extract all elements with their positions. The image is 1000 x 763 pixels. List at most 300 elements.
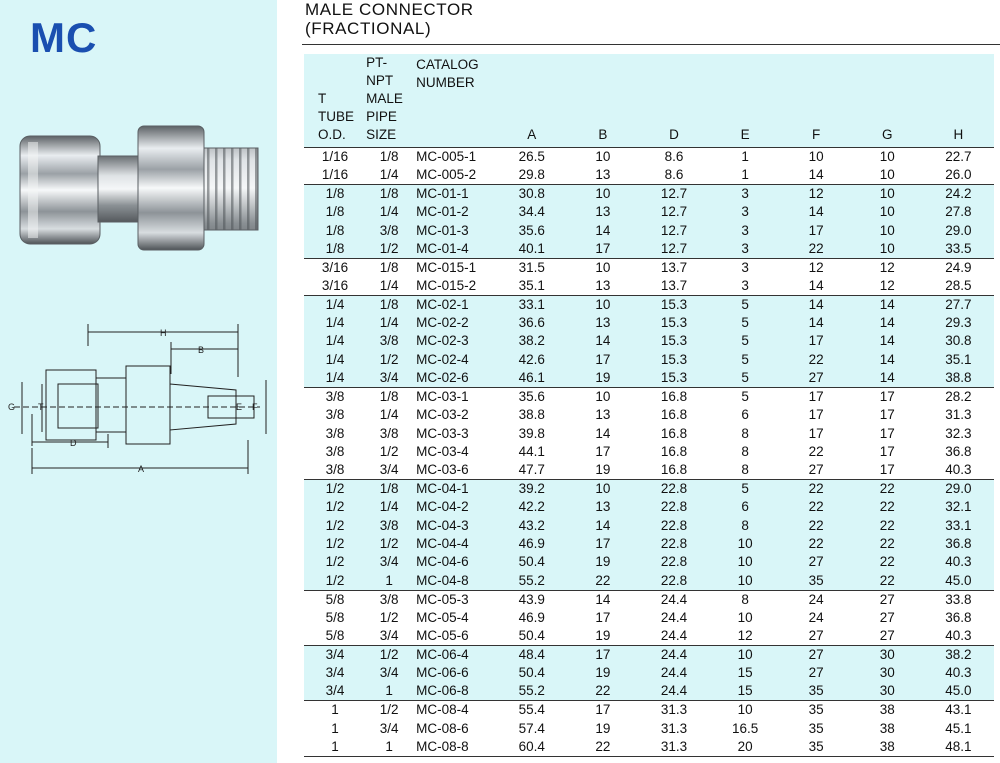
table-row	[304, 424, 994, 442]
cell-a: 30.8	[496, 185, 567, 204]
cell-h: 30.8	[945, 333, 972, 349]
table-row	[304, 719, 994, 737]
table-row	[304, 590, 994, 609]
cell-h: 31.3	[945, 407, 972, 423]
cell-g: 10	[879, 167, 895, 182]
cell-f: 17	[808, 333, 824, 349]
cell-b: 10	[567, 480, 638, 499]
cell-g: 27	[879, 609, 895, 625]
cell-a: 35.6	[496, 387, 567, 406]
dim-label-d: D	[70, 438, 77, 448]
cell-f: 17	[781, 387, 852, 406]
cell-g: 14	[879, 369, 895, 385]
cell-d: 31.3	[660, 720, 688, 736]
cell-a: 50.4	[518, 665, 545, 681]
table-row	[304, 406, 994, 424]
cell-d: 16.8	[660, 462, 688, 478]
cell-g: 12	[879, 277, 895, 293]
cell-f: 14	[808, 204, 824, 220]
table-row	[304, 203, 994, 221]
dim-label-b: B	[198, 345, 205, 355]
cell-h: 22.7	[945, 149, 972, 164]
table-row	[304, 480, 994, 499]
cell-b: 10	[595, 149, 611, 164]
cell-pipe-size: 1/8	[366, 258, 412, 277]
cell-b: 19	[595, 628, 611, 644]
cell-catalog-number: MC-01-4	[416, 240, 469, 256]
cell-b: 17	[595, 240, 611, 256]
cell-g: 10	[879, 149, 895, 164]
cell-h: 38.2	[923, 646, 994, 665]
cell-d: 16.8	[660, 425, 688, 441]
cell-a: 55.2	[518, 683, 545, 699]
cell-a: 42.2	[518, 499, 545, 515]
cell-catalog-number: MC-05-3	[412, 590, 496, 609]
cell-f: 17	[808, 222, 824, 238]
cell-h: 36.8	[945, 536, 972, 552]
left-panel	[0, 0, 277, 763]
cell-b: 22	[595, 572, 611, 588]
cell-a: 35.1	[518, 277, 545, 293]
cell-e: 10	[710, 701, 781, 720]
cell-d: 16.8	[660, 443, 688, 459]
cell-tube-od: 1/4	[325, 369, 345, 385]
cell-e: 16.5	[731, 720, 759, 736]
cell-d: 22.8	[638, 480, 709, 499]
cell-g: 38	[852, 701, 923, 720]
cell-d: 15.3	[660, 351, 688, 367]
cell-f: 12	[781, 185, 852, 204]
cell-pipe-size: 1	[366, 738, 412, 757]
cell-catalog-number: MC-03-1	[412, 387, 496, 406]
cell-h: 29.3	[945, 314, 972, 330]
cell-d: 13.7	[638, 258, 709, 277]
table-row	[304, 387, 994, 406]
cell-d: 12.7	[638, 185, 709, 204]
cell-tube-od: 3/8	[304, 387, 366, 406]
table-row	[304, 535, 994, 553]
cell-b: 22	[567, 738, 638, 757]
cell-d: 12.7	[660, 204, 688, 220]
table-row	[304, 572, 994, 591]
cell-tube-od: 1/2	[304, 480, 366, 499]
cell-a: 33.1	[496, 295, 567, 314]
fitting-photo	[10, 118, 265, 258]
cell-e: 20	[710, 738, 781, 757]
cell-a: 47.7	[518, 462, 545, 478]
table-row	[304, 369, 994, 388]
cell-h: 35.1	[945, 351, 972, 367]
cell-h: 28.5	[945, 277, 972, 293]
cell-e: 10	[737, 554, 753, 570]
cell-catalog-number: MC-08-4	[412, 701, 496, 720]
cell-a: 38.8	[518, 407, 545, 423]
cell-pipe-size: 3/4	[379, 720, 399, 736]
cell-f: 22	[808, 351, 824, 367]
header-e: E	[710, 54, 781, 148]
cell-pipe-size: 1/2	[366, 701, 412, 720]
cell-g: 22	[879, 554, 895, 570]
cell-b: 13	[595, 314, 611, 330]
cell-catalog-number: MC-02-1	[412, 295, 496, 314]
cell-e: 3	[741, 204, 749, 220]
cell-catalog-number: MC-04-4	[416, 536, 469, 552]
table-row	[304, 627, 994, 646]
cell-tube-od: 3/8	[325, 425, 345, 441]
cell-a: 40.1	[518, 240, 545, 256]
cell-tube-od: 1	[304, 701, 366, 720]
cell-g: 17	[879, 462, 895, 478]
cell-catalog-number: MC-03-4	[416, 443, 469, 459]
cell-tube-od: 5/8	[304, 590, 366, 609]
cell-e: 8	[741, 517, 749, 533]
cell-b: 13	[595, 277, 611, 293]
header-catalog-number: CATALOG NUMBER	[412, 54, 496, 148]
table-row	[304, 682, 994, 701]
cell-g: 14	[852, 295, 923, 314]
cell-g: 10	[879, 222, 895, 238]
cell-e: 15	[737, 665, 753, 681]
cell-g: 12	[852, 258, 923, 277]
cell-h: 24.9	[923, 258, 994, 277]
cell-h: 45.0	[945, 572, 972, 588]
cell-h: 45.1	[945, 720, 972, 736]
cell-tube-od: 1/2	[325, 572, 345, 588]
table-row	[304, 258, 994, 277]
table-header-row	[304, 54, 994, 148]
cell-a: 34.4	[518, 204, 545, 220]
cell-catalog-number: MC-005-2	[416, 167, 477, 182]
cell-f: 35	[781, 701, 852, 720]
cell-b: 17	[567, 646, 638, 665]
table-row	[304, 148, 994, 167]
cell-e: 5	[741, 351, 749, 367]
cell-a: 35.6	[518, 222, 545, 238]
cell-f: 17	[808, 425, 824, 441]
table-row	[304, 701, 994, 720]
cell-g: 22	[879, 499, 895, 515]
cell-e: 5	[741, 314, 749, 330]
cell-a: 48.4	[496, 646, 567, 665]
cell-d: 24.4	[660, 609, 688, 625]
cell-g: 14	[879, 314, 895, 330]
table-row	[304, 553, 994, 571]
table-row	[304, 646, 994, 665]
cell-h: 40.3	[945, 628, 972, 644]
cell-pipe-size: 3/4	[379, 628, 399, 644]
cell-pipe-size: 3/8	[379, 425, 399, 441]
cell-d: 22.8	[660, 536, 688, 552]
cell-tube-od: 1/4	[325, 333, 345, 349]
cell-tube-od: 3/16	[304, 258, 366, 277]
cell-d: 22.8	[660, 517, 688, 533]
cell-tube-od: 3/4	[325, 665, 345, 681]
cell-e: 10	[737, 536, 753, 552]
cell-pipe-size: 1	[385, 683, 393, 699]
cell-catalog-number: MC-06-6	[416, 665, 469, 681]
cell-d: 31.3	[638, 738, 709, 757]
cell-g: 30	[879, 665, 895, 681]
header-pipe-size: PT-NPT MALE PIPE SIZE	[366, 54, 412, 148]
cell-h: 48.1	[923, 738, 994, 757]
cell-b: 14	[595, 517, 611, 533]
cell-a: 26.5	[518, 149, 545, 164]
cell-h: 43.1	[923, 701, 994, 720]
cell-f: 27	[808, 462, 824, 478]
cell-d: 24.4	[660, 683, 688, 699]
cell-pipe-size: 1/8	[366, 295, 412, 314]
cell-e: 6	[741, 407, 749, 423]
dim-label-f: F	[252, 402, 258, 412]
table-row	[304, 314, 994, 332]
header-h: H	[923, 54, 994, 148]
cell-e: 6	[741, 499, 749, 515]
table-row	[304, 609, 994, 627]
cell-pipe-size: 1/4	[379, 277, 399, 293]
cell-f: 22	[808, 443, 824, 459]
cell-a: 39.2	[496, 480, 567, 499]
table-row	[304, 295, 994, 314]
cell-f: 14	[808, 277, 824, 293]
cell-f: 22	[808, 517, 824, 533]
cell-b: 10	[567, 185, 638, 204]
header-a: A	[496, 54, 567, 148]
cell-h: 29.0	[923, 480, 994, 499]
cell-b: 10	[567, 295, 638, 314]
cell-g: 17	[852, 387, 923, 406]
cell-b: 14	[567, 590, 638, 609]
cell-a: 55.2	[518, 572, 545, 588]
cell-f: 22	[781, 480, 852, 499]
cell-tube-od: 1/4	[325, 314, 345, 330]
cell-b: 17	[595, 536, 611, 552]
cell-f: 14	[781, 295, 852, 314]
cell-e: 8	[741, 425, 749, 441]
cell-pipe-size: 1/2	[379, 240, 399, 256]
cell-tube-od: 1/16	[321, 167, 349, 182]
cell-pipe-size: 1/2	[379, 443, 399, 459]
cell-b: 14	[595, 333, 611, 349]
cell-b: 13	[595, 204, 611, 220]
cell-f: 35	[781, 738, 852, 757]
cell-b: 19	[595, 369, 611, 385]
cell-d: 15.3	[660, 333, 688, 349]
cell-tube-od: 5/8	[325, 609, 345, 625]
cell-catalog-number: MC-04-8	[416, 572, 469, 588]
cell-tube-od: 1/2	[325, 554, 345, 570]
cell-f: 24	[808, 609, 824, 625]
cell-catalog-number: MC-08-6	[416, 720, 469, 736]
cell-b: 10	[567, 387, 638, 406]
header-tube-od: T TUBE O.D.	[304, 54, 366, 148]
cell-pipe-size: 3/8	[379, 333, 399, 349]
cell-d: 22.8	[660, 554, 688, 570]
cell-f: 17	[808, 407, 824, 423]
dim-label-e: E	[236, 402, 243, 412]
cell-a: 29.8	[518, 167, 545, 182]
cell-catalog-number: MC-04-1	[412, 480, 496, 499]
cell-tube-od: 1/4	[304, 295, 366, 314]
cell-g: 14	[879, 333, 895, 349]
cell-a: 46.9	[518, 536, 545, 552]
cell-f: 22	[808, 240, 824, 256]
cell-tube-od: 3/8	[325, 462, 345, 478]
table-row	[304, 738, 994, 757]
cell-h: 40.3	[945, 665, 972, 681]
cell-catalog-number: MC-06-8	[416, 683, 469, 699]
cell-g: 27	[879, 628, 895, 644]
cell-catalog-number: MC-02-3	[416, 333, 469, 349]
cell-f: 27	[808, 665, 824, 681]
cell-f: 12	[781, 258, 852, 277]
cell-e: 5	[741, 369, 749, 385]
cell-a: 31.5	[496, 258, 567, 277]
cell-catalog-number: MC-03-2	[416, 407, 469, 423]
cell-h: 36.8	[945, 609, 972, 625]
cell-catalog-number: MC-03-6	[416, 462, 469, 478]
cell-d: 31.3	[638, 701, 709, 720]
table-row	[304, 221, 994, 239]
title-line-1: MALE CONNECTOR	[305, 0, 474, 19]
cell-e: 5	[710, 295, 781, 314]
cell-tube-od: 1/2	[325, 536, 345, 552]
cell-tube-od: 3/4	[304, 646, 366, 665]
table-row	[304, 443, 994, 461]
cell-a: 60.4	[496, 738, 567, 757]
cell-tube-od: 3/8	[325, 443, 345, 459]
cell-pipe-size: 1/8	[366, 480, 412, 499]
cell-tube-od: 1/8	[304, 185, 366, 204]
cell-b: 13	[595, 167, 611, 182]
cell-a: 46.1	[518, 369, 545, 385]
spec-table-body	[304, 148, 994, 757]
cell-e: 8	[710, 590, 781, 609]
cell-b: 19	[595, 665, 611, 681]
header-d: D	[638, 54, 709, 148]
cell-pipe-size: 1	[385, 572, 393, 588]
cell-b: 14	[595, 222, 611, 238]
table-row	[304, 166, 994, 185]
table-row	[304, 240, 994, 259]
cell-f: 35	[808, 720, 824, 736]
cell-g: 30	[852, 646, 923, 665]
cell-b: 19	[595, 720, 611, 736]
cell-e: 8	[741, 443, 749, 459]
cell-d: 16.8	[638, 387, 709, 406]
cell-a: 46.9	[518, 609, 545, 625]
cell-f: 10	[808, 149, 824, 164]
cell-tube-od: 1	[304, 738, 366, 757]
cell-pipe-size: 3/4	[379, 665, 399, 681]
cell-pipe-size: 1/8	[366, 387, 412, 406]
cell-h: 32.3	[945, 425, 972, 441]
table-row	[304, 498, 994, 516]
cell-pipe-size: 1/2	[379, 609, 399, 625]
cell-d: 24.4	[638, 590, 709, 609]
cell-catalog-number: MC-02-4	[416, 351, 469, 367]
cell-pipe-size: 3/4	[379, 554, 399, 570]
cell-e: 10	[737, 572, 753, 588]
cell-pipe-size: 1/4	[379, 167, 399, 182]
cell-b: 13	[595, 499, 611, 515]
cell-d: 24.4	[638, 646, 709, 665]
cell-d: 13.7	[660, 277, 688, 293]
cell-b: 19	[595, 462, 611, 478]
product-code-logo: MC	[30, 14, 98, 61]
cell-f: 27	[781, 646, 852, 665]
cell-catalog-number: MC-04-3	[416, 517, 469, 533]
cell-d: 22.8	[660, 572, 688, 588]
cell-pipe-size: 1/8	[366, 185, 412, 204]
table-row	[304, 461, 994, 480]
cell-g: 30	[879, 683, 895, 699]
dimension-drawing	[8, 322, 270, 492]
cell-e: 3	[710, 258, 781, 277]
cell-pipe-size: 1/8	[379, 149, 399, 164]
cell-a: 57.4	[518, 720, 545, 736]
cell-a: 36.6	[518, 314, 545, 330]
cell-pipe-size: 3/8	[379, 222, 399, 238]
cell-d: 24.4	[660, 665, 688, 681]
header-f: F	[781, 54, 852, 148]
cell-pipe-size: 1/2	[379, 351, 399, 367]
cell-h: 33.1	[945, 517, 972, 533]
cell-d: 24.4	[660, 628, 688, 644]
cell-g: 10	[879, 204, 895, 220]
cell-pipe-size: 1/2	[366, 646, 412, 665]
cell-catalog-number: MC-03-3	[416, 425, 469, 441]
table-row	[304, 185, 994, 204]
cell-catalog-number: MC-01-1	[412, 185, 496, 204]
cell-catalog-number: MC-01-2	[416, 204, 469, 220]
cell-f: 35	[808, 683, 824, 699]
cell-catalog-number: MC-015-1	[412, 258, 496, 277]
cell-f: 14	[808, 314, 824, 330]
cell-pipe-size: 1/4	[379, 499, 399, 515]
cell-b: 14	[595, 425, 611, 441]
cell-h: 45.0	[945, 683, 972, 699]
cell-a: 50.4	[518, 628, 545, 644]
cell-g: 22	[852, 480, 923, 499]
cell-e: 3	[710, 185, 781, 204]
page-title	[305, 0, 474, 38]
cell-h: 33.8	[923, 590, 994, 609]
cell-h: 40.3	[945, 462, 972, 478]
cell-tube-od: 1	[331, 720, 339, 736]
cell-b: 13	[595, 407, 611, 423]
cell-tube-od: 1/8	[325, 204, 345, 220]
cell-h: 36.8	[945, 443, 972, 459]
dim-label-h: H	[160, 328, 167, 338]
title-line-2: (FRACTIONAL)	[305, 19, 432, 38]
cell-g: 17	[879, 425, 895, 441]
dim-label-a: A	[138, 464, 145, 474]
cell-e: 10	[710, 646, 781, 665]
cell-catalog-number: MC-04-6	[416, 554, 469, 570]
cell-pipe-size: 3/4	[379, 462, 399, 478]
cell-g: 14	[879, 351, 895, 367]
cell-f: 24	[781, 590, 852, 609]
cell-catalog-number: MC-05-6	[416, 628, 469, 644]
cell-a: 43.9	[496, 590, 567, 609]
cell-e: 10	[737, 609, 753, 625]
cell-a: 44.1	[518, 443, 545, 459]
cell-g: 17	[879, 407, 895, 423]
cell-pipe-size: 1/2	[379, 536, 399, 552]
cell-e: 5	[710, 480, 781, 499]
cell-d: 22.8	[660, 499, 688, 515]
cell-g: 22	[879, 536, 895, 552]
